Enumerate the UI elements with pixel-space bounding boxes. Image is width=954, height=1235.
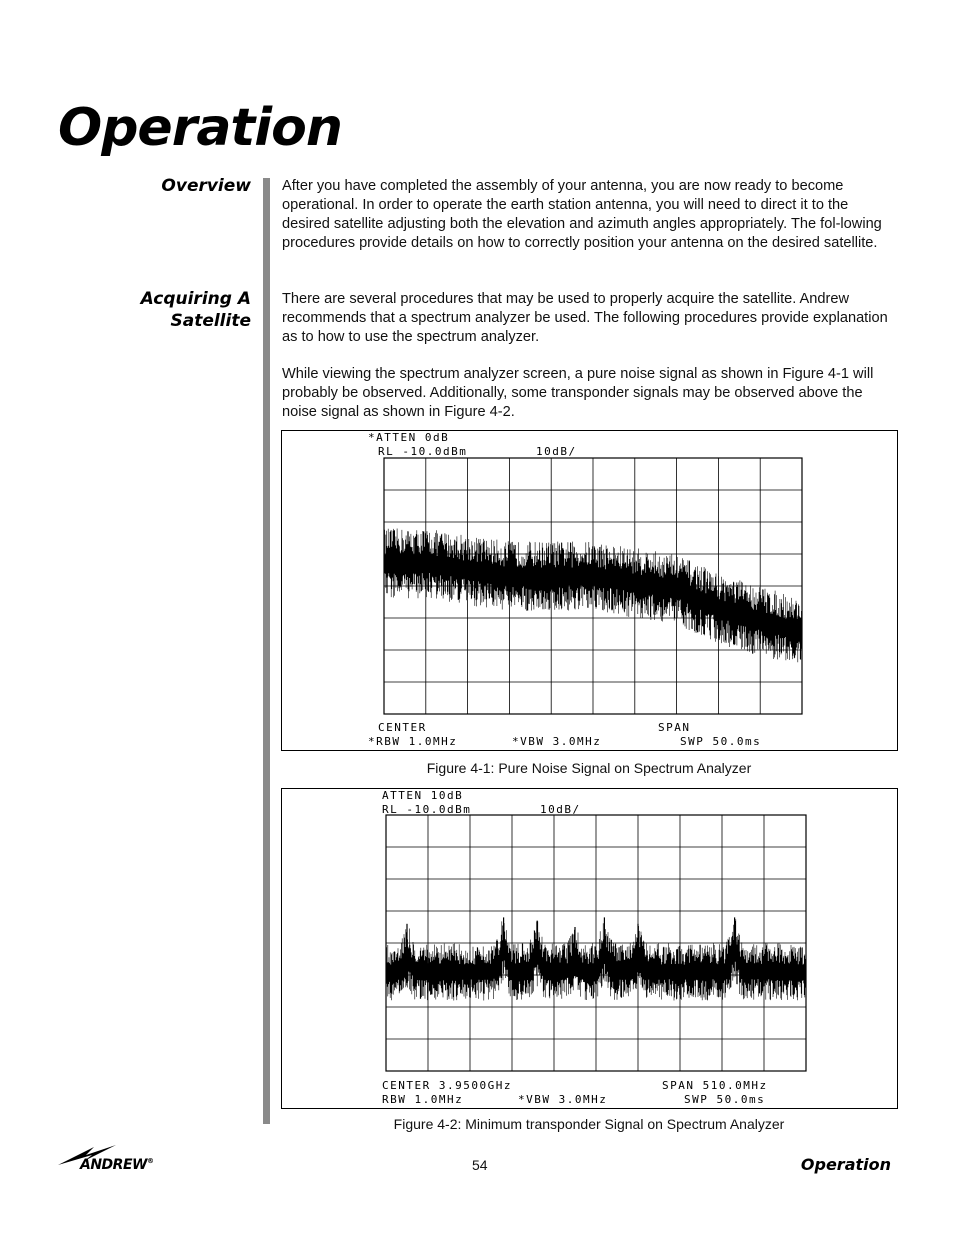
ref-level-label: RL -10.0dBm: [378, 445, 468, 458]
atten-label: ATTEN 10dB: [382, 789, 464, 802]
figure-4-1: [281, 430, 898, 751]
acquiring-paragraph-1: There are several procedures that may be used to properly acquire the satellite. Andrew recommends that a spectrum analyzer be used. The following procedures provide explanation as to how to use the spectrum analyzer.: [282, 291, 888, 345]
section-heading-acquiring: [141, 288, 251, 332]
span-label: SPAN: [658, 721, 691, 734]
scale-label: 10dB/: [540, 803, 581, 816]
overview-paragraph: After you have completed the assembly of your antenna, you are now ready to become operational. In order to operate the earth station antenna, you will need to direct it to the desired satellite adjusting both the elevation and azimuth angles appropriately. The fol-lowing procedures provide details on how to correctly position your antenna on the desired satellite.: [282, 178, 882, 251]
logo-name: ANDREW: [80, 1157, 147, 1173]
center-label: CENTER 3.9500GHz: [382, 1079, 512, 1092]
spectrum-plot-2: [282, 789, 897, 1108]
footer-section-title: Operation: [800, 1155, 891, 1174]
center-label: CENTER: [378, 721, 427, 734]
section-heading-acquiring-line2: Satellite: [170, 311, 251, 331]
sweep-label: SWP 50.0ms: [684, 1093, 766, 1106]
acquiring-paragraph-2: While viewing the spectrum analyzer screen, a pure noise signal as shown in Figure 4-1 will probably be observed. Additionally, some transponder signals may be observed above the noise signal as shown in Figure 4-2.: [282, 366, 874, 420]
section-heading-acquiring-line1: Acquiring A: [140, 289, 251, 309]
section-heading-overview: Overview: [161, 176, 251, 196]
rbw-label: *RBW 1.0MHz: [368, 735, 458, 748]
figure-4-2: [281, 788, 898, 1109]
andrew-logo: [56, 1143, 168, 1175]
margin-rule: [263, 178, 270, 1124]
atten-label: *ATTEN 0dB: [368, 431, 450, 444]
spectrum-plot-1: [282, 431, 897, 750]
span-label: SPAN 510.0MHz: [662, 1079, 768, 1092]
figure-4-2-caption: Figure 4-2: Minimum transponder Signal on Spectrum Analyzer: [393, 1116, 785, 1132]
ref-level-label: RL -10.0dBm: [382, 803, 472, 816]
rbw-label: RBW 1.0MHz: [382, 1093, 464, 1106]
vbw-label: *VBW 3.0MHz: [518, 1093, 608, 1106]
plot-grid: [386, 815, 806, 1071]
scale-label: 10dB/: [536, 445, 577, 458]
page-title: Operation: [58, 98, 342, 158]
figure-4-1-caption: Figure 4-1: Pure Noise Signal on Spectrum Analyzer: [426, 760, 752, 776]
sweep-label: SWP 50.0ms: [680, 735, 762, 748]
vbw-label: *VBW 3.0MHz: [512, 735, 602, 748]
logo-wordmark: [80, 1157, 153, 1173]
page-number: 54: [472, 1157, 488, 1173]
registered-mark: ®: [146, 1157, 154, 1165]
